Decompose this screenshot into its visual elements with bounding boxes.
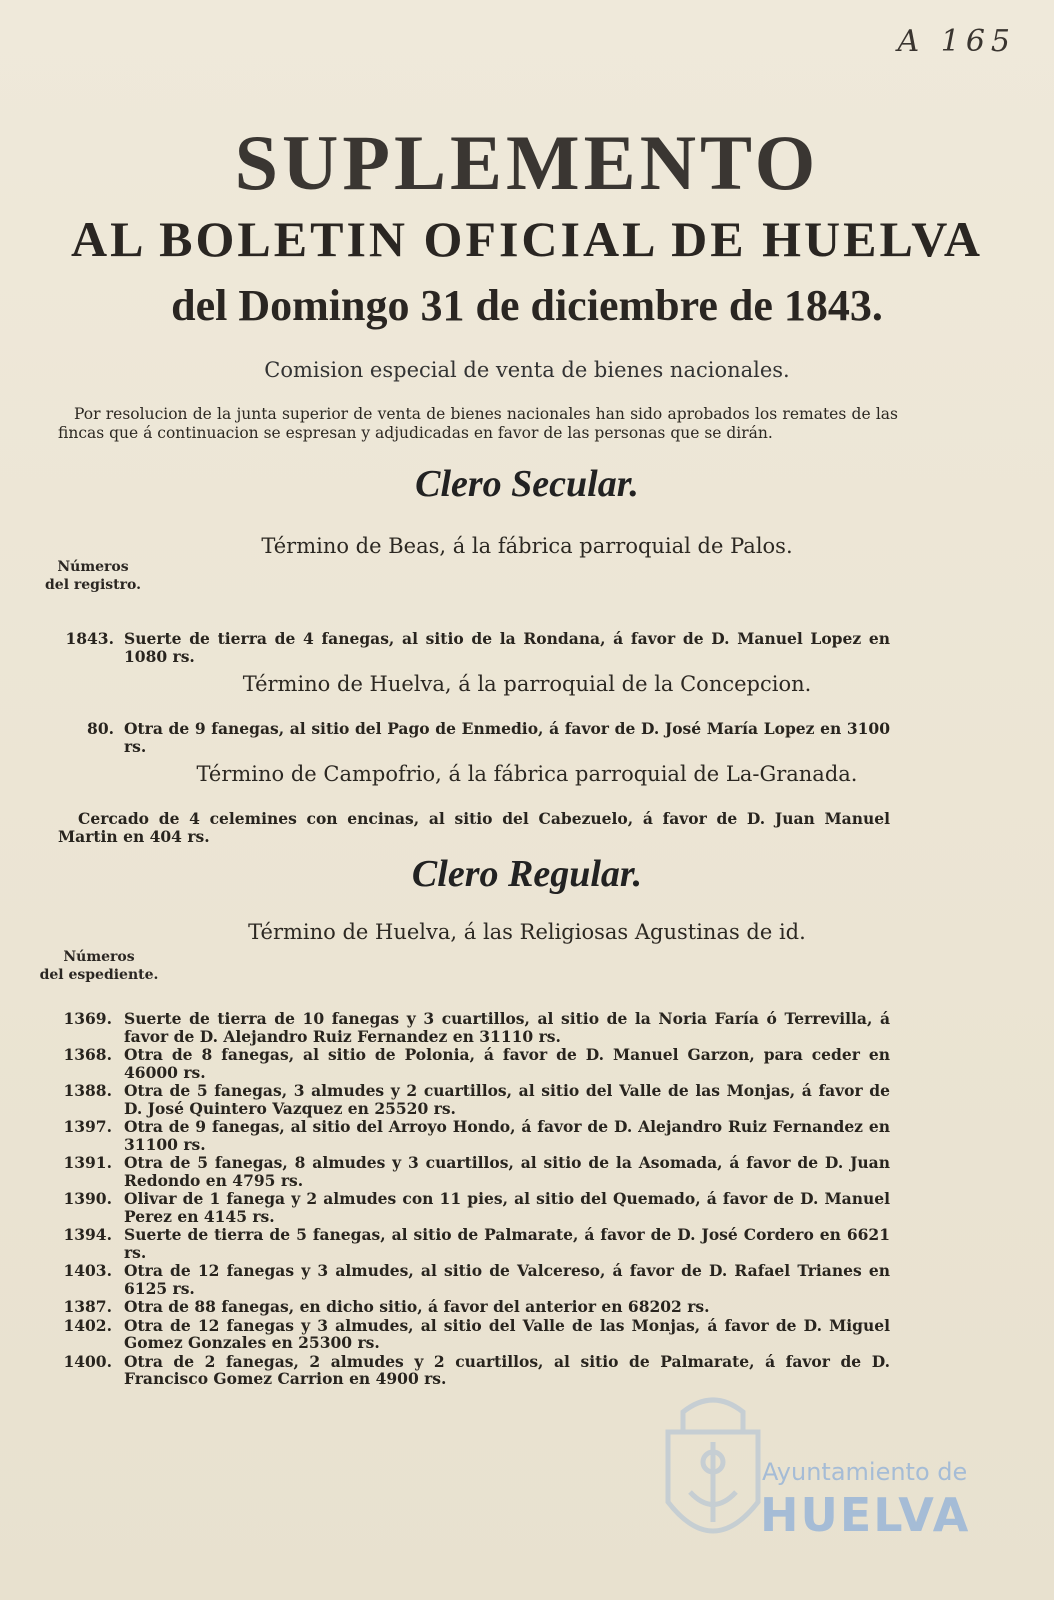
list-item <box>38 1298 890 1316</box>
entry-text: Otra de 9 fanegas, al sitio del Pago de Enmedio, á favor de D. José María Lopez en 3100 rs. <box>124 719 890 756</box>
entry-text: Otra de 9 fanegas, al sitio del Arroyo Hondo, á favor de D. Alejandro Ruiz Fernandez en 31100 rs. <box>124 1117 890 1154</box>
list-item <box>38 1082 890 1117</box>
archive-mark: A 165 <box>897 24 1016 59</box>
entry-number: 1403. <box>63 1261 112 1280</box>
entry-text: Otra de 8 fanegas, al sitio de Polonia, á favor de D. Manuel Garzon, para ceder en 46000 rs. <box>124 1045 890 1082</box>
intro-paragraph: Por resolucion de la junta superior de venta de bienes nacionales han sido aprobados los remates de las fincas que á continuacion se espresan y adjudicadas en favor de las personas que se dirán. <box>58 405 898 442</box>
entry-text: Otra de 12 fanegas y 3 almudes, al sitio del Valle de las Monjas, á favor de D. Miguel Gomez Gonzales en 25300 rs. <box>124 1315 890 1352</box>
list-item <box>38 1118 890 1153</box>
list-item <box>38 1010 890 1045</box>
entry-text: Cercado de 4 celemines con encinas, al sitio del Cabezuelo, á favor de D. Juan Manuel Martin en 404 rs. <box>58 809 890 846</box>
list-item <box>38 1226 890 1261</box>
list-item <box>38 630 890 666</box>
list-item <box>38 720 890 756</box>
document-date: del Domingo 31 de diciembre de 1843. <box>171 281 883 330</box>
column-label-espediente: Números del espediente. <box>39 949 159 983</box>
list-item <box>38 1353 890 1388</box>
section-title-clero-regular: Clero Regular. <box>411 853 643 895</box>
entry-number: 1843. <box>65 629 114 648</box>
entry-number: 1369. <box>63 1009 112 1028</box>
watermark-text-line1: Ayuntamiento de <box>762 1458 968 1486</box>
entry-number: 1390. <box>63 1189 112 1208</box>
entries-list <box>38 1010 890 1389</box>
document-title: SUPLEMENTO <box>234 119 820 206</box>
entry-text: Otra de 12 fanegas y 3 almudes, al sitio de Valcereso, á favor de D. Rafael Trianes en 6125 rs. <box>124 1261 890 1298</box>
term-heading: Término de Campofrio, á la fábrica parroquial de La-Granada. <box>196 762 858 786</box>
entry-number: 1400. <box>63 1351 112 1371</box>
entry-number: 1391. <box>63 1153 112 1172</box>
entry-number: 80. <box>87 719 114 738</box>
section-title-clero-secular: Clero Secular. <box>415 463 639 505</box>
entry-number: 1402. <box>63 1315 112 1335</box>
watermark-text-line2: HUELVA <box>760 1488 971 1542</box>
document-subtitle: AL BOLETIN OFICIAL DE HUELVA <box>70 211 984 267</box>
list-item <box>38 1190 890 1225</box>
term-heading: Término de Huelva, á la parroquial de la Concepcion. <box>242 672 812 696</box>
term-heading: Término de Beas, á la fábrica parroquial de Palos. <box>261 534 793 558</box>
entry-text: Otra de 88 fanegas, en dicho sitio, á favor del anterior en 68202 rs. <box>124 1297 710 1316</box>
entry-text: Suerte de tierra de 10 fanegas y 3 cuartillos, al sitio de la Noria Faría ó Terrevilla, á favor de D. Alejandro Ruiz Fernandez en 31110 rs. <box>124 1009 890 1046</box>
column-label-registro: Números del registro. <box>45 559 141 593</box>
entry-number: 1394. <box>63 1225 112 1244</box>
entry-number: 1397. <box>63 1117 112 1136</box>
entry-text: Otra de 5 fanegas, 3 almudes y 2 cuartillos, al sitio del Valle de las Monjas, á favor de D. José Quintero Vazquez en 25520 rs. <box>124 1081 890 1118</box>
entry-text: Otra de 2 fanegas, 2 almudes y 2 cuartillos, al sitio de Palmarate, á favor de D. Francisco Gomez Carrion en 4900 rs. <box>124 1351 890 1388</box>
list-item <box>38 1154 890 1189</box>
entry-number: 1368. <box>63 1045 112 1064</box>
entry-number: 1387. <box>63 1297 112 1316</box>
list-item <box>58 810 890 846</box>
list-item <box>38 1262 890 1297</box>
list-item <box>38 1046 890 1081</box>
term-heading: Término de Huelva, á las Religiosas Agustinas de id. <box>248 920 806 944</box>
entry-number: 1388. <box>63 1081 112 1100</box>
entry-text: Olivar de 1 fanega y 2 almudes con 11 pies, al sitio del Quemado, á favor de D. Manuel Perez en 4145 rs. <box>124 1189 890 1226</box>
list-item <box>38 1317 890 1352</box>
commission-heading: Comision especial de venta de bienes nacionales. <box>264 358 790 382</box>
entry-text: Suerte de tierra de 5 fanegas, al sitio de Palmarate, á favor de D. José Cordero en 6621 rs. <box>124 1225 890 1262</box>
entry-text: Suerte de tierra de 4 fanegas, al sitio de la Rondana, á favor de D. Manuel Lopez en 1080 rs. <box>124 629 890 666</box>
entry-text: Otra de 5 fanegas, 8 almudes y 3 cuartillos, al sitio de la Asomada, á favor de D. Juan Redondo en 4795 rs. <box>124 1153 890 1190</box>
